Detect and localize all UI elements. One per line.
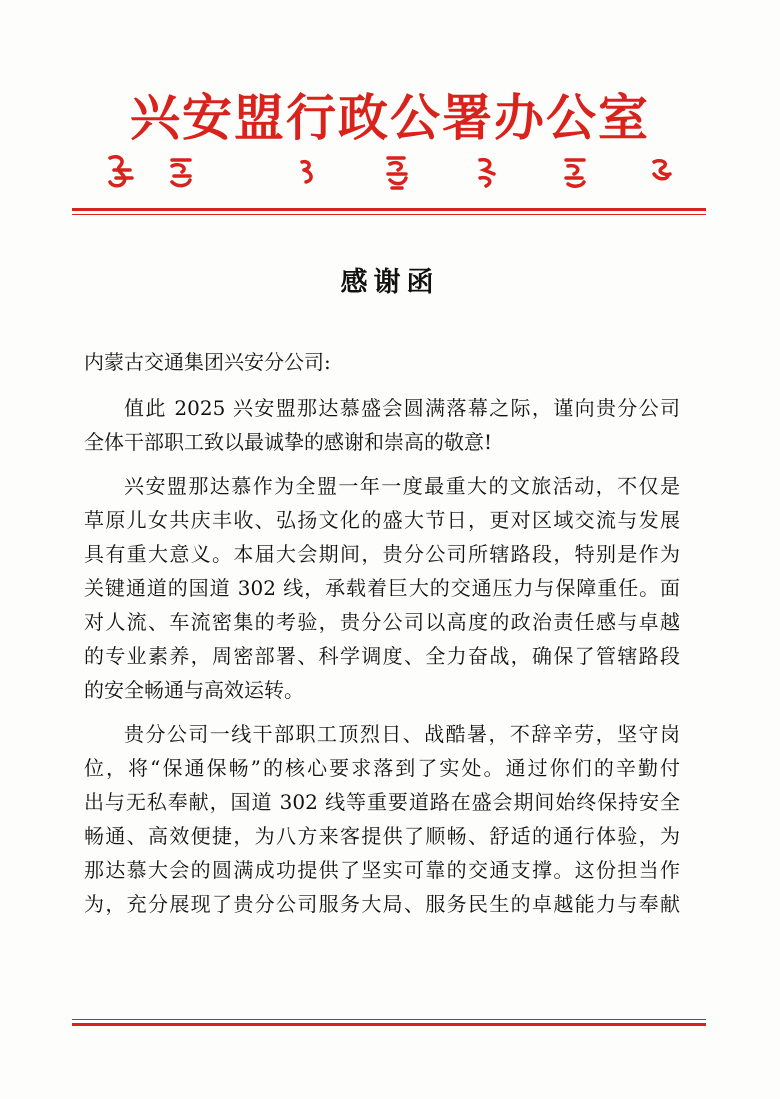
body-line: 兴安盟那达慕作为全盟一年一度最重大的文旅活动，不仅是	[124, 474, 680, 498]
footer-divider-thick	[72, 1023, 706, 1026]
body-line: 畅通、高效便捷，为八方来客提供了顺畅、舒适的通行体验，为	[84, 824, 680, 848]
body-line: 贵分公司一线干部职工顶烈日、战酷暑，不辞辛劳，坚守岗	[124, 722, 680, 746]
body-line: 关键通道的国道 302 线，承载着巨大的交通压力与保障重任。面	[84, 576, 680, 600]
body-line: 那达慕大会的圆满成功提供了坚实可靠的交通支撑。这份担当作	[84, 858, 680, 882]
letterhead-divider-thick	[72, 208, 706, 211]
body-line: 具有重大意义。本届大会期间，贵分公司所辖路段，特别是作为	[84, 542, 680, 566]
body-line: 值此 2025 兴安盟那达慕盛会圆满落幕之际，谨向贵分公司	[124, 396, 680, 420]
body-line: 草原儿女共庆丰收、弘扬文化的盛大节日，更对区域交流与发展	[84, 508, 680, 532]
body-line: 全体干部职工致以最诚挚的感谢和崇高的敬意!	[84, 430, 493, 454]
mongolian-word-glyph	[380, 152, 414, 192]
footer-divider-thin	[72, 1019, 706, 1020]
salutation: 内蒙古交通集团兴安分公司:	[84, 350, 331, 374]
body-line: 的专业素养，周密部署、科学调度、全力奋战，确保了管辖路段	[84, 644, 680, 668]
body-line: 对人流、车流密集的考验，贵分公司以高度的政治责任感与卓越	[84, 610, 680, 634]
mongolian-word-glyph	[558, 152, 592, 192]
letterhead-divider-thin	[72, 214, 706, 215]
body-line: 出与无私奉献，国道 302 线等重要道路在盛会期间始终保持安全	[84, 790, 680, 814]
body-line: 的安全畅通与高效运转。	[84, 678, 304, 702]
mongolian-word-glyph	[290, 152, 324, 192]
mongolian-word-glyph	[104, 152, 138, 192]
body-line: 位，将“保通保畅”的核心要求落到了实处。通过你们的辛勤付	[84, 756, 680, 780]
mongolian-word-glyph	[644, 152, 678, 192]
mongolian-word-glyph	[164, 152, 198, 192]
mongolian-word-glyph	[470, 152, 504, 192]
letterhead-org-name: 兴安盟行政公署办公室	[130, 88, 650, 147]
body-line: 为，充分展现了贵分公司服务大局、服务民生的卓越能力与奉献	[84, 892, 680, 916]
document-title: 感谢函	[340, 267, 440, 298]
letterhead-mongolian-script	[100, 152, 680, 192]
